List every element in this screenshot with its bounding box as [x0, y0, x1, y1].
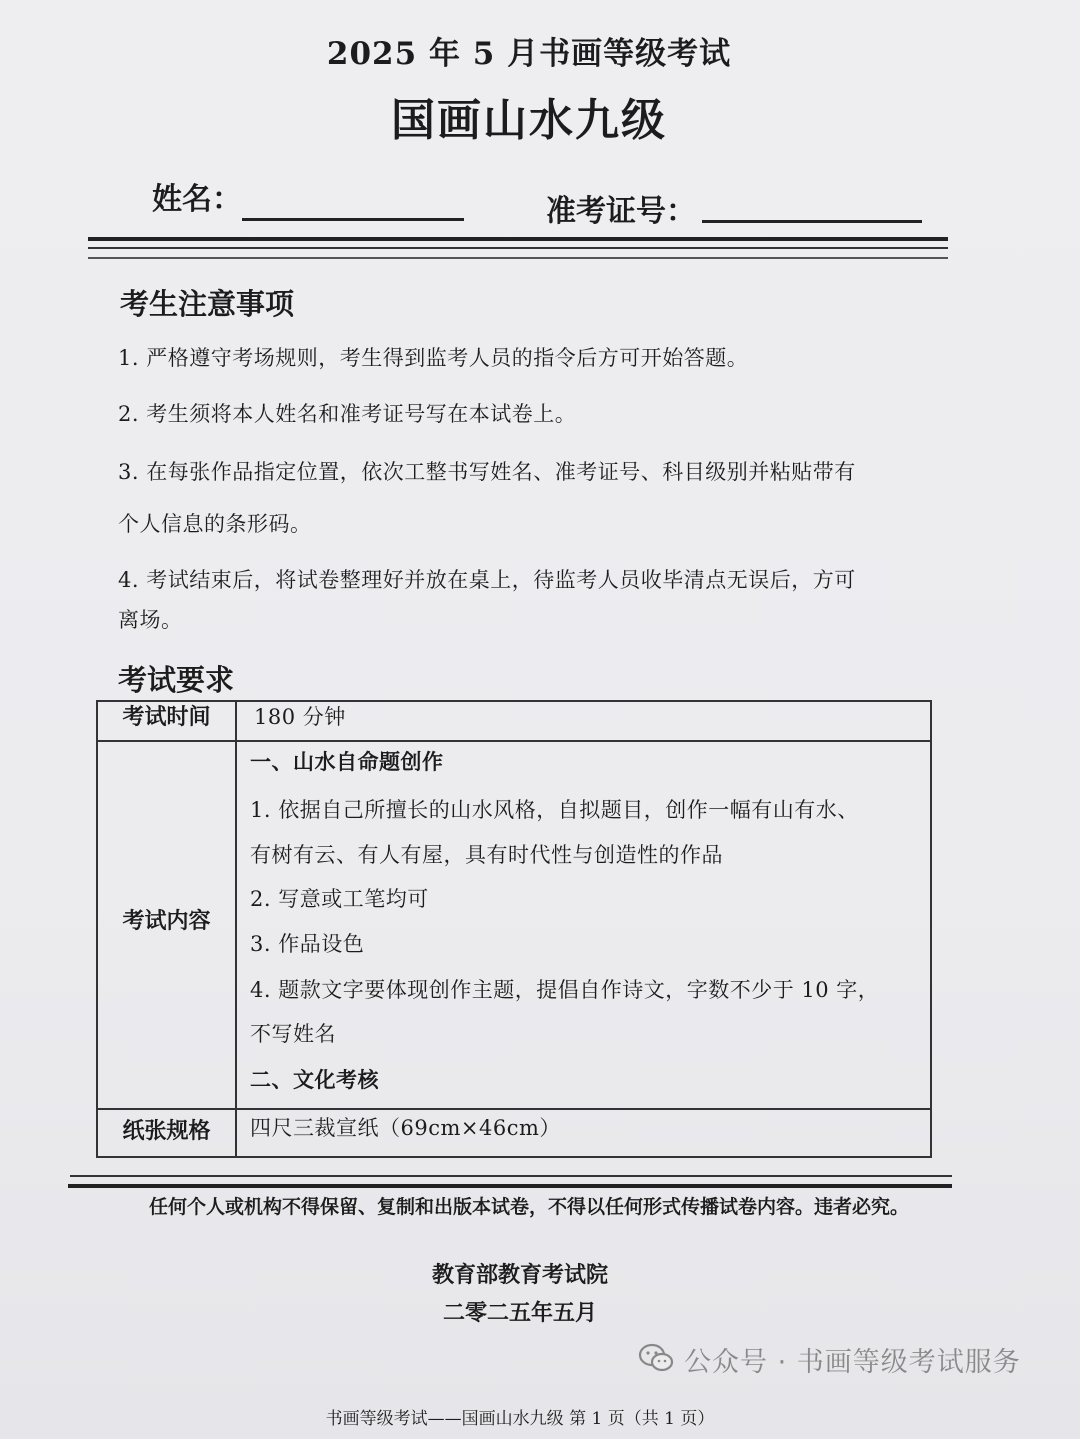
subject-title: 国画山水九级: [391, 95, 667, 146]
table-row-divider: [98, 740, 930, 742]
footer-rule-thin: [70, 1175, 952, 1177]
issue-date: 二零二五年五月: [442, 1301, 597, 1326]
paper-value: 四尺三裁宣纸（69cm×46cm）: [250, 1116, 561, 1140]
content-line-6: 4. 题款文字要体现创作主题，提倡自作诗文，字数不少于 10 字，: [250, 978, 880, 1002]
table-column-divider: [235, 702, 237, 1156]
id-underline: [702, 220, 922, 223]
content-line-3: 有树有云、有人有屋，具有时代性与创造性的作品: [250, 843, 723, 867]
table-row-divider: [98, 1108, 930, 1110]
notice-item-4: 4. 考试结束后，将试卷整理好并放在桌上，待监考人员收毕清点无误后，方可: [118, 568, 856, 592]
content-line-1: 一、山水自命题创作: [250, 750, 444, 774]
requirements-heading: 考试要求: [118, 663, 235, 697]
content-line-4: 2. 写意或工笔均可: [250, 887, 429, 911]
notice-item-1: 1. 严格遵守考场规则，考生得到监考人员的指令后方可开始答题。: [118, 346, 749, 370]
notices-heading: 考生注意事项: [120, 287, 295, 321]
content-label: 考试内容: [122, 909, 211, 934]
issuer: 教育部教育考试院: [431, 1263, 608, 1288]
name-underline: [242, 218, 464, 221]
notice-item-2: 2. 考生须将本人姓名和准考证号写在本试卷上。: [118, 402, 577, 426]
time-label: 考试时间: [122, 705, 211, 730]
content-line-7: 不写姓名: [250, 1022, 336, 1046]
watermark: 公众号 · 书画等级考试服务: [684, 1347, 1021, 1378]
notice-item-4-cont: 离场。: [118, 608, 183, 632]
content-line-2: 1. 依据自己所擅长的山水风格，自拟题目，创作一幅有山有水、: [250, 798, 859, 822]
paper-label: 纸张规格: [122, 1119, 211, 1144]
notice-item-3: 3. 在每张作品指定位置，依次工整书写姓名、准考证号、科目级别并粘贴带有: [118, 460, 856, 484]
content-line-5: 3. 作品设色: [250, 932, 365, 956]
header-rule-thick: [88, 237, 948, 241]
content-line-8: 二、文化考核: [250, 1068, 379, 1092]
copyright-notice: 任何个人或机构不得保留、复制和出版本试卷，不得以任何形式传播试卷内容。违者必究。: [148, 1196, 909, 1218]
header-rule-thin: [88, 247, 948, 249]
wechat-icon: [638, 1343, 674, 1373]
exam-title: 2025 年 5 月书画等级考试: [326, 36, 732, 72]
time-value: 180 分钟: [254, 705, 346, 729]
page-footer: 书画等级考试——国画山水九级 第 1 页（共 1 页）: [325, 1409, 715, 1429]
header-rule-thin-2: [88, 257, 948, 259]
notice-item-3-cont: 个人信息的条形码。: [118, 512, 312, 536]
footer-rule-thick: [68, 1184, 952, 1188]
requirements-table: [96, 700, 932, 1158]
name-label: 姓名：: [152, 182, 242, 217]
id-label: 准考证号：: [546, 194, 696, 229]
